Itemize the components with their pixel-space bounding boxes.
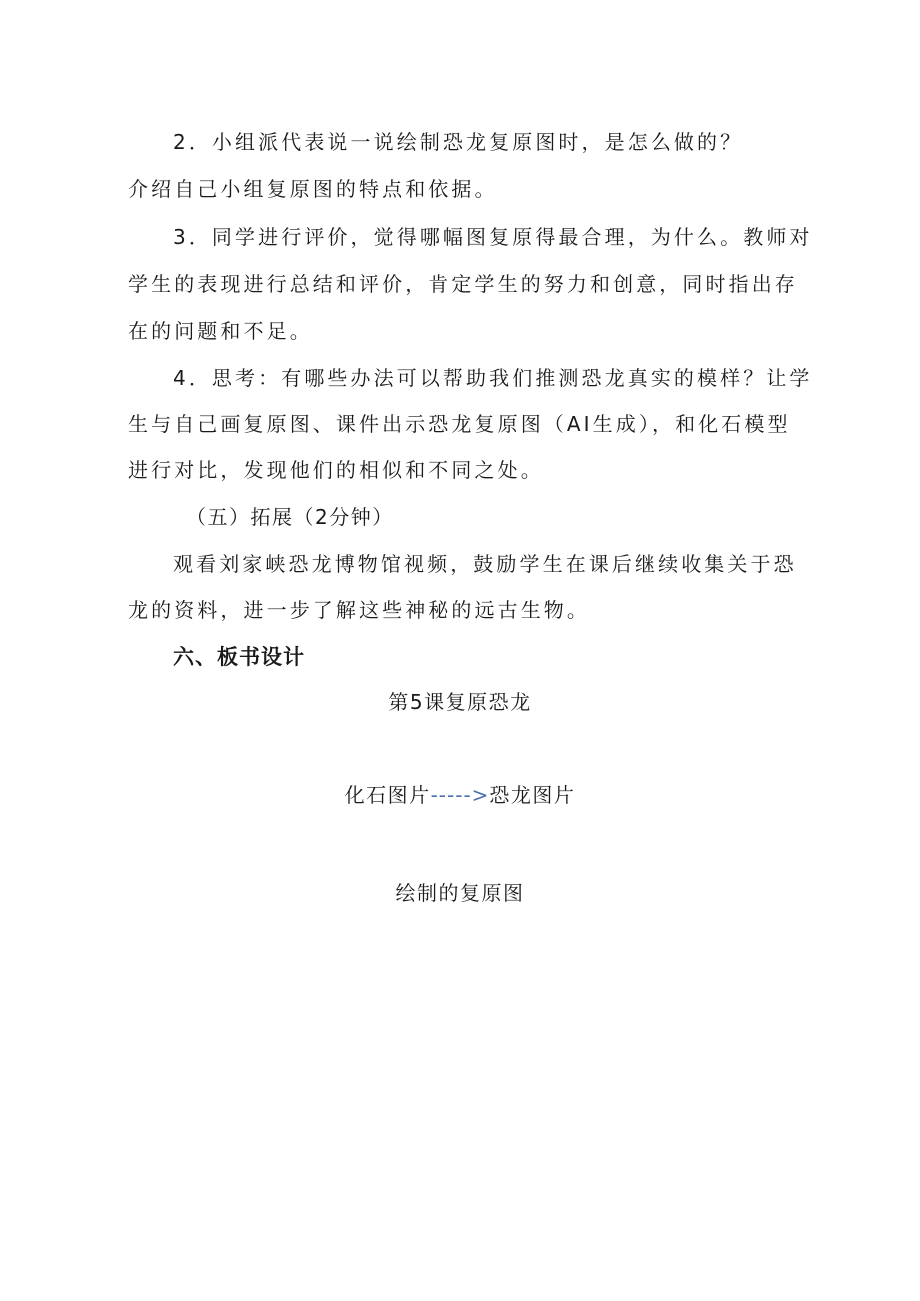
section5-line2: 龙的资料，进一步了解这些神秘的远古生物。 [128, 598, 590, 622]
board-design-heading: 六、板书设计 [173, 645, 305, 669]
item4-line3: 进行对比，发现他们的相似和不同之处。 [128, 458, 544, 482]
flow-left-label: 化石图片 [344, 783, 431, 807]
board-bottom-label: 绘制的复原图 [395, 881, 525, 905]
item4-line1: 4．思考：有哪些办法可以帮助我们推测恐龙真实的模样？让学 [173, 366, 813, 390]
item2-line2: 介绍自己小组复原图的特点和依据。 [128, 177, 498, 201]
item3-line2: 学生的表现进行总结和评价，肯定学生的努力和创意，同时指出存 [128, 272, 798, 296]
flow-right-label: 恐龙图片 [489, 783, 576, 807]
item4-line2: 生与自己画复原图、课件出示恐龙复原图（AI生成），和化石模型 [128, 412, 791, 436]
arrow-right-icon: -----> [430, 783, 490, 807]
item2-line1: 2．小组派代表说一说绘制恐龙复原图时，是怎么做的？ [173, 130, 744, 154]
section5-line1: 观看刘家峡恐龙博物馆视频，鼓励学生在课后继续收集关于恐 [173, 552, 797, 576]
item3-line1: 3．同学进行评价，觉得哪幅图复原得最合理，为什么。教师对 [173, 225, 813, 249]
item3-line3: 在的问题和不足。 [128, 319, 313, 343]
lesson-title: 第5课复原恐龙 [388, 690, 532, 714]
section5-title: （五）拓展（2分钟） [186, 505, 394, 529]
board-flow [0, 781, 920, 809]
